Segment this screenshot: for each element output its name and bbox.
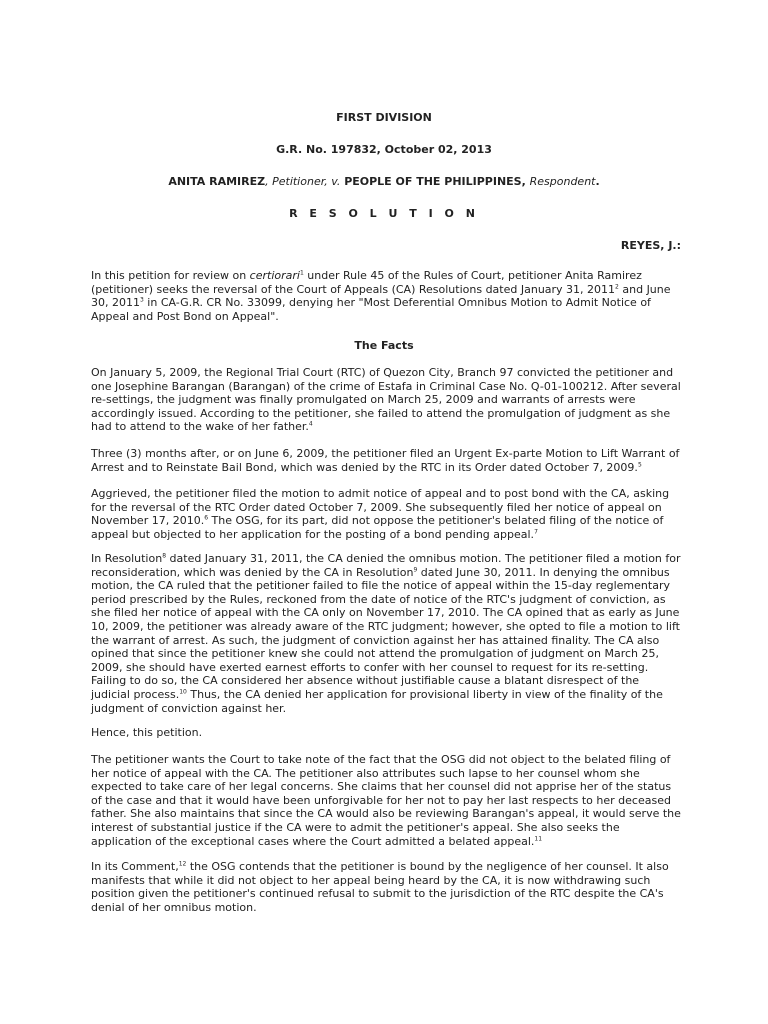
footnote-ref[interactable]: 11: [534, 834, 543, 842]
paragraph-7: [91, 860, 681, 914]
intro-text-2: under Rule 45 of the Rules of Court, petitioner Anita Ramirez (petitioner) seeks the reversal of the Court of Appeals (CA) Resolutions dated January 31, 2011: [91, 269, 642, 296]
footnote-ref[interactable]: 5: [637, 460, 642, 468]
intro-paragraph: [91, 269, 681, 323]
footnote-ref[interactable]: 7: [534, 528, 538, 536]
footnote-ref[interactable]: 9: [413, 565, 418, 573]
case-number: G.R. No. 197832, October 02, 2013: [276, 143, 492, 156]
footnote-ref[interactable]: 10: [179, 688, 187, 696]
paragraph-4: [91, 552, 681, 715]
respondent-role: Respondent: [529, 175, 596, 188]
intro-text-1: In this petition for review on: [91, 269, 250, 282]
paragraph-text: The petitioner wants the Court to take note of the fact that the OSG did not object to the belated filing of her notice of appeal with the CA. The petitioner also attributes such lapse to her counsel whom she expected to take care of her legal concerns. She claims that her counsel did not apprise her of the status of the case and that it would have been unforgivable for her not to pay her last respects to her deceased father. She also maintains that since the CA would also be reviewing Barangan's appeal, it would serve the interest of substantial justice if the CA were to admit the petitioner's appeal. She also seeks the application of the exceptional cases where the Court admitted a belated appeal.: [91, 753, 681, 848]
document-type: R E S O L U T I O N: [289, 207, 479, 220]
case-title: [0, 175, 768, 188]
paragraph-1: [91, 366, 681, 434]
certiorari-term: certiorari: [249, 269, 300, 282]
footnote-ref[interactable]: 3: [139, 296, 144, 304]
footnote-ref[interactable]: 1: [299, 269, 304, 277]
paragraph-text: The OSG, for its part, did not oppose the petitioner's belated filing of the notice of appeal but objected to her application for the posting of a bond pending appeal.: [91, 514, 664, 541]
paragraph-text: Thus, the CA denied her application for provisional liberty in view of the finality of the judgment of conviction against her.: [91, 687, 663, 715]
paragraph-2: [91, 447, 681, 474]
paragraph-text: the OSG contends that the petitioner is bound by the negligence of her counsel. It also manifests that while it did not object to her appeal being heard by the CA, it is now withdrawing such position given the petitioner's continued refusal to submit to the jurisdiction of the RTC despite the CA's denial of her omnibus motion.: [91, 860, 669, 914]
paragraph-text: dated January 31, 2011, the CA denied the omnibus motion. The petitioner filed a motion for reconsideration, which was denied by the CA in Resolution: [91, 552, 681, 579]
intro-text-4: in CA-G.R. CR No. 33099, denying her "Most Deferential Omnibus Motion to Admit Notice of Appeal and Post Bond on Appeal".: [91, 296, 651, 323]
facts-heading: The Facts: [354, 339, 414, 352]
versus-label: , v.: [324, 175, 341, 188]
footnote-ref[interactable]: 4: [308, 420, 313, 428]
title-period: .: [595, 175, 600, 188]
division-heading: FIRST DIVISION: [336, 111, 432, 124]
paragraph-text: In its Comment,: [91, 860, 179, 873]
respondent-name: PEOPLE OF THE PHILIPPINES,: [344, 175, 526, 188]
petitioner-role: , Petitioner: [265, 175, 325, 188]
paragraph-text: In Resolution: [91, 552, 163, 565]
paragraph-3: [91, 487, 681, 541]
footnote-ref[interactable]: 6: [204, 514, 209, 522]
intro-text-3: and June 30, 2011: [91, 282, 671, 310]
paragraph-5: Hence, this petition.: [91, 726, 203, 739]
paragraph-6: [91, 753, 681, 848]
footnote-ref[interactable]: 2: [615, 282, 619, 290]
footnote-ref[interactable]: 8: [162, 552, 167, 560]
footnote-ref[interactable]: 12: [178, 860, 187, 868]
paragraph-text: dated June 30, 2011. In denying the omnibus motion, the CA ruled that the petitioner failed to file the notice of appeal within the 15-day reglementary period prescribed by the Rules, reckoned from the date of notice of the RTC's judgment of conviction, as she filed her notice of appeal with the CA only on November 17, 2010. The CA opined that as early as June 10, 2009, the petitioner was already aware of the RTC judgment; however, she opted to file a motion to lift the warrant of arrest. As such, the judgment of conviction against her has attained finality. The CA also opined that since the petitioner knew she could not attend the promulgation of judgment on March 25, 2009, she should have exerted earnest efforts to confer with her counsel to request for its re-setting. Failing to do so, the CA considered her absence without justifiable cause a blatant disrespect of the judicial process.: [91, 565, 680, 701]
petitioner-name: ANITA RAMIREZ: [168, 175, 266, 188]
ponente: REYES, J.:: [620, 239, 681, 252]
paragraph-text: Aggrieved, the petitioner filed the motion to admit notice of appeal and to post bond with the CA, asking for the reversal of the RTC Order dated October 7, 2009. She subsequently filed her notice of appeal on November 17, 2010.: [91, 487, 670, 528]
paragraph-text: Three (3) months after, or on June 6, 2009, the petitioner filed an Urgent Ex-parte Motion to Lift Warrant of Arrest and to Reinstate Bail Bond, which was denied by the RTC in its Order dated October 7, 2009.: [91, 447, 680, 474]
paragraph-text: On January 5, 2009, the Regional Trial Court (RTC) of Quezon City, Branch 97 convicted the petitioner and one Josephine Barangan (Barangan) of the crime of Estafa in Criminal Case No. Q-01-100212. After several re-settings, the judgment was finally promulgated on March 25, 2009 and warrants of arrests were accordingly issued. According to the petitioner, she failed to attend the promulgation of judgment as she had to attend to the wake of her father.: [91, 366, 681, 434]
